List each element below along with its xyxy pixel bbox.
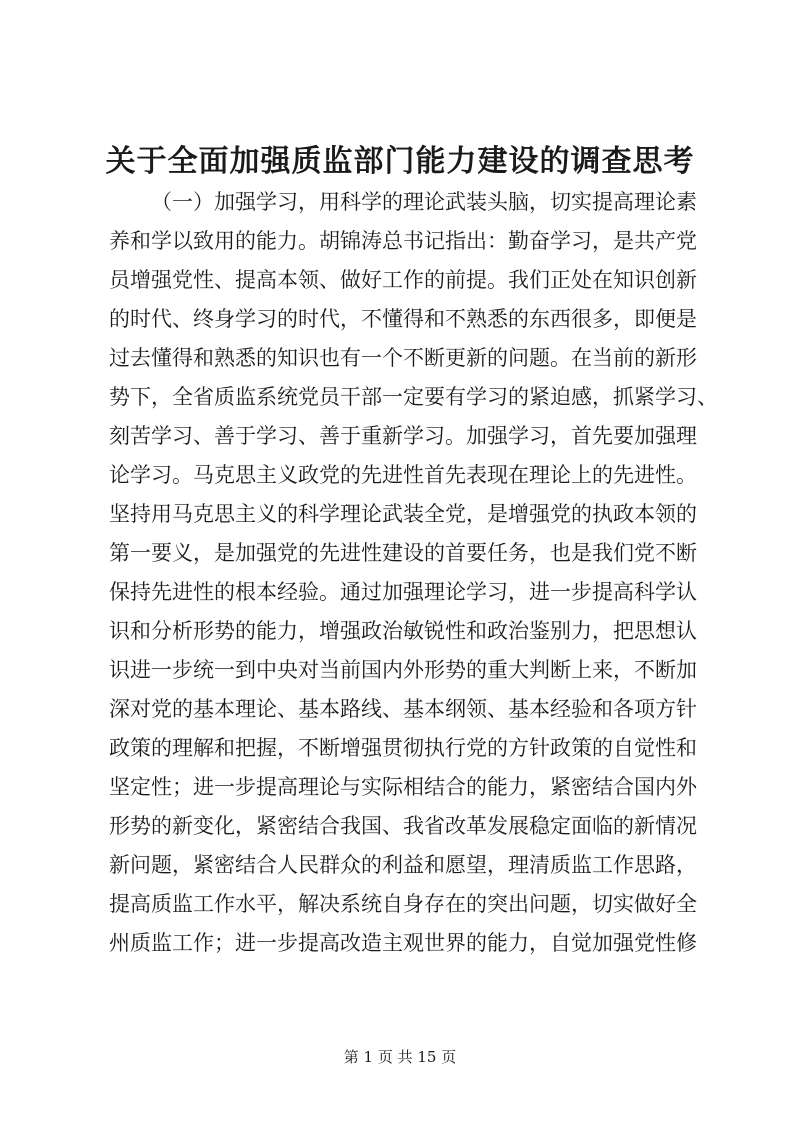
body-line: 保持先进性的根本经验。通过加强理论学习，进一步提高科学认 — [109, 580, 697, 604]
document-title: 关于全面加强质监部门能力建设的调查思考 — [105, 144, 695, 179]
body-line: 过去懂得和熟悉的知识也有一个不断更新的问题。在当前的新形 — [109, 346, 697, 370]
body-line: 第一要义，是加强党的先进性建设的首要任务，也是我们党不断 — [109, 541, 697, 565]
body-line: 论学习。马克思主义政党的先进性首先表现在理论上的先进性。 — [109, 463, 697, 487]
body-line: 坚定性；进一步提高理论与实际相结合的能力，紧密结合国内外 — [109, 775, 697, 799]
body-line: 新问题，紧密结合人民群众的利益和愿望，理清质监工作思路， — [109, 853, 697, 877]
body-line: 坚持用马克思主义的科学理论武装全党，是增强党的执政本领的 — [109, 502, 697, 526]
body-line: 刻苦学习、善于学习、善于重新学习。加强学习，首先要加强理 — [109, 424, 697, 448]
body-line: 的时代、终身学习的时代，不懂得和不熟悉的东西很多，即便是 — [109, 307, 697, 331]
body-line: 养和学以致用的能力。胡锦涛总书记指出：勤奋学习，是共产党 — [109, 229, 697, 253]
body-line: 员增强党性、提高本领、做好工作的前提。我们正处在知识创新 — [109, 268, 697, 292]
document-body — [109, 183, 718, 963]
body-line: 政策的理解和把握，不断增强贯彻执行党的方针政策的自觉性和 — [109, 736, 697, 760]
body-line: 州质监工作；进一步提高改造主观世界的能力，自觉加强党性修 — [109, 931, 697, 955]
body-line: 势下，全省质监系统党员干部一定要有学习的紧迫感，抓紧学习、 — [109, 385, 718, 409]
body-line: 提高质监工作水平，解决系统自身存在的突出问题，切实做好全 — [109, 892, 697, 916]
body-line: 识和分析形势的能力，增强政治敏锐性和政治鉴别力，把思想认 — [109, 619, 697, 643]
body-line: 识进一步统一到中央对当前国内外形势的重大判断上来，不断加 — [109, 658, 697, 682]
body-line: 形势的新变化，紧密结合我国、我省改革发展稳定面临的新情况 — [109, 814, 697, 838]
body-line: （一）加强学习，用科学的理论武装头脑，切实提高理论素 — [151, 190, 697, 214]
body-line: 深对党的基本理论、基本路线、基本纲领、基本经验和各项方针 — [109, 697, 697, 721]
page-number-footer: 第 1 页 共 15 页 — [343, 1048, 457, 1066]
